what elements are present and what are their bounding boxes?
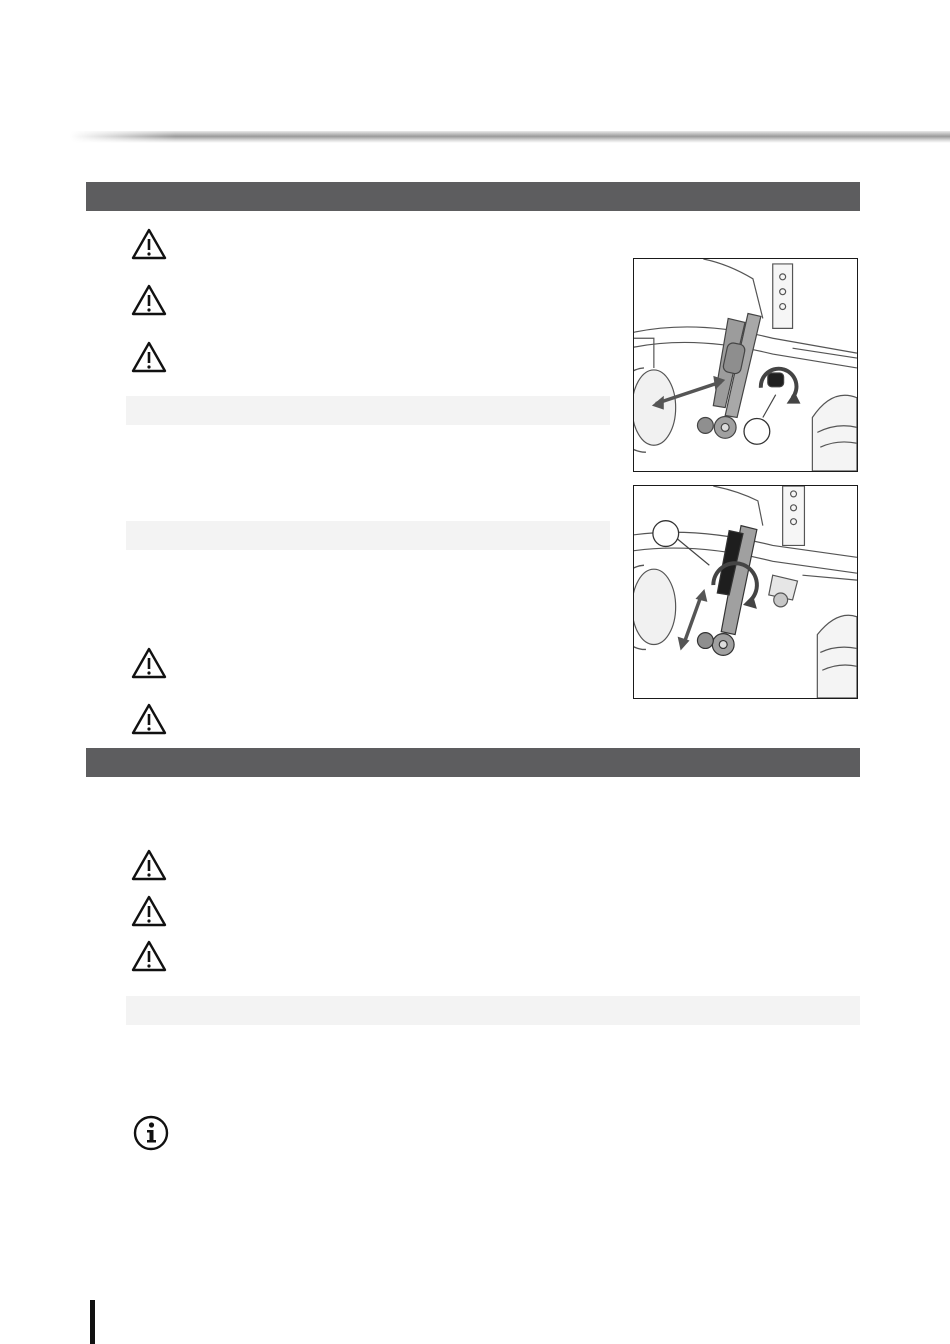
illustration-drawing (634, 259, 857, 471)
warning-icon (131, 702, 167, 736)
warning-icon (131, 283, 167, 317)
header-rule (70, 131, 950, 143)
illustration-drawing (634, 486, 857, 698)
warning-icon (131, 646, 167, 680)
illustration-height-adjust (633, 258, 858, 472)
page-edge-marker (90, 1300, 95, 1344)
subheading-band (126, 996, 860, 1025)
section-header-bar (86, 182, 860, 211)
subheading-band (126, 396, 610, 425)
info-icon (132, 1114, 170, 1152)
warning-icon (131, 227, 167, 261)
warning-icon (131, 848, 167, 882)
warning-icon (131, 894, 167, 928)
subheading-band (126, 521, 610, 550)
illustration-depth-adjust (633, 485, 858, 699)
section-header-bar (86, 748, 860, 777)
warning-icon (131, 939, 167, 973)
warning-icon (131, 340, 167, 374)
